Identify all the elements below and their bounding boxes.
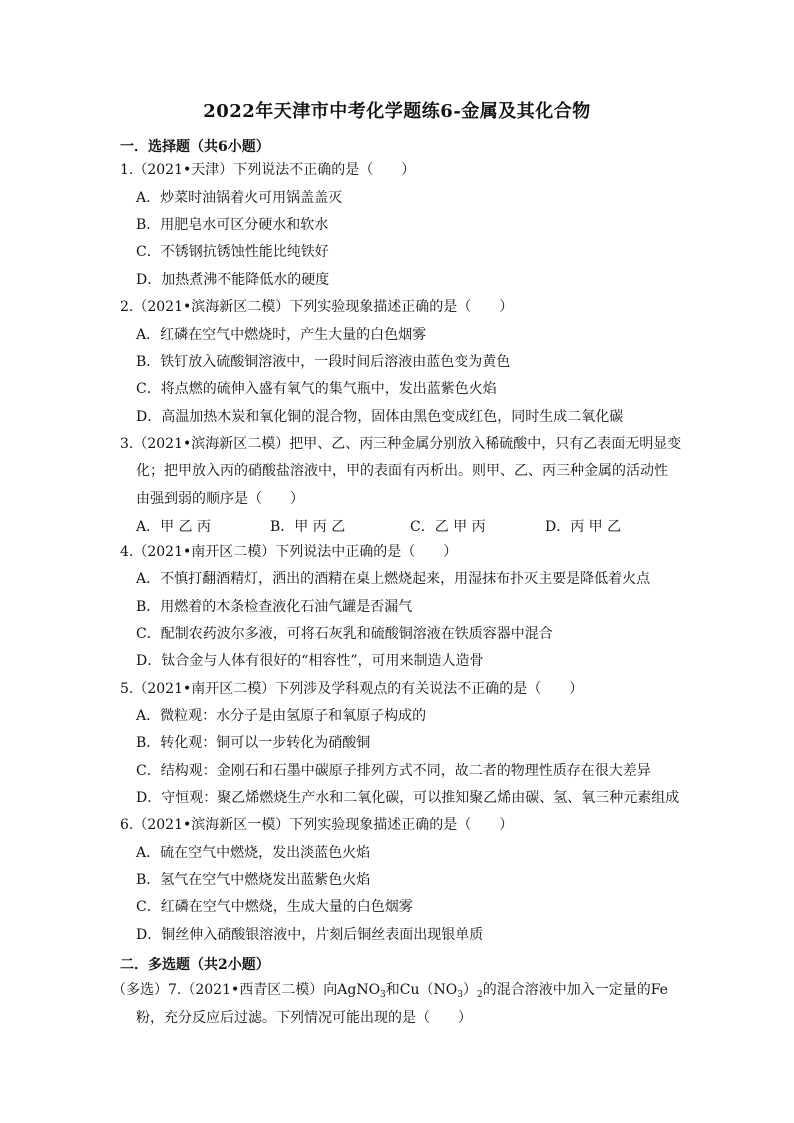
- question-4-option-b: B．用燃着的木条检查液化石油气罐是否漏气: [136, 599, 413, 615]
- question-3-option-c: C．乙 甲 丙: [410, 519, 486, 535]
- question-7-stem-line-1: [112, 982, 668, 1003]
- question-4-stem: 4.（2021•南开区二模）下列说法中正确的是（ ）: [120, 544, 458, 560]
- question-2-stem: 2.（2021•滨海新区二模）下列实验现象描述正确的是（ ）: [120, 299, 514, 315]
- question-5-option-d: D．守恒观：聚乙烯燃烧生产水和二氧化碳，可以推知聚乙烯由碳、氢、氧三种元素组成: [136, 790, 680, 806]
- question-3-stem-line-2: 化；把甲放入丙的硝酸盐溶液中，甲的表面有丙析出。则甲、乙、丙三种金属的活动性: [136, 463, 668, 479]
- question-6-option-a: A．硫在空气中燃烧，发出淡蓝色火焰: [136, 845, 371, 861]
- question-3-option-a: A．甲 乙 丙: [136, 519, 212, 535]
- question-4-option-c: C．配制农药波尔多液，可将石灰乳和硫酸铜溶液在铁质容器中混合: [136, 626, 553, 642]
- question-6-option-b: B．氢气在空气中燃烧发出蓝紫色火焰: [136, 872, 371, 888]
- question-3-stem-line-1: 3.（2021•滨海新区二模）把甲、乙、丙三种金属分别放入稀硫酸中，只有乙表面无明显变: [120, 436, 682, 452]
- question-6-option-d: D．铜丝伸入硝酸银溶液中，片刻后铜丝表面出现银单质: [136, 927, 484, 943]
- question-1-option-a: A．炒菜时油锅着火可用锅盖盖灭: [136, 190, 343, 206]
- question-6-option-c: C．红磷在空气中燃烧，生成大量的白色烟雾: [136, 899, 413, 915]
- question-7-suffix: 的混合溶液中加入一定量的Fe: [482, 982, 668, 998]
- question-1-option-d: D．加热煮沸不能降低水的硬度: [136, 272, 330, 288]
- question-2-option-d: D．高温加热木炭和氧化铜的混合物，固体由黑色变成红色，同时生成二氧化碳: [136, 409, 624, 425]
- question-5-stem: 5.（2021•南开区二模）下列涉及学科观点的有关说法不正确的是（ ）: [120, 681, 584, 697]
- question-5-option-a: A．微粒观：水分子是由氢原子和氧原子构成的: [136, 708, 427, 724]
- question-6-stem: 6.（2021•滨海新区一模）下列实验现象描述正确的是（ ）: [120, 817, 514, 833]
- question-7-stem-line-2: 粉，充分反应后过滤。下列情况可能出现的是（ ）: [136, 1010, 472, 1026]
- question-1-option-c: C．不锈钢抗锈蚀性能比纯铁好: [136, 244, 329, 260]
- section-heading-multiple-choice: 二．多选题（共2小题）: [120, 957, 270, 973]
- question-2-option-a: A．红磷在空气中燃烧时，产生大量的白色烟雾: [136, 327, 427, 343]
- question-5-option-c: C．结构观：金刚石和石墨中碳原子排列方式不同，故二者的物理性质存在很大差异: [136, 763, 651, 779]
- question-3-stem-line-3: 由强到弱的顺序是（ ）: [136, 491, 304, 507]
- question-7-prefix: （多选）7.（2021•西青区二模）向AgNO: [112, 982, 381, 998]
- question-3-option-d: D．丙 甲 乙: [545, 519, 622, 535]
- question-7-subscript-3: 2: [476, 990, 483, 1000]
- question-2-option-c: C．将点燃的硫伸入盛有氧气的集气瓶中，发出蓝紫色火焰: [136, 381, 497, 397]
- question-7-subscript-2: 3: [457, 990, 463, 1000]
- question-7-mid: 和Cu（NO: [385, 982, 458, 998]
- question-5-option-b: B．转化观：铜可以一步转化为硝酸铜: [136, 735, 371, 751]
- question-7-subscript-1: 3: [380, 990, 386, 1000]
- section-heading-single-choice: 一．选择题（共6小题）: [120, 139, 270, 155]
- question-4-option-a: A．不慎打翻酒精灯，洒出的酒精在桌上燃烧起来，用湿抹布扑灭主要是降低着火点: [136, 571, 651, 587]
- document-title: 2022年天津市中考化学题练6-金属及其化合物: [203, 101, 591, 122]
- question-1-stem: 1.（2021•天津）下列说法不正确的是（ ）: [120, 162, 416, 178]
- question-4-option-d: D．钛合金与人体有很好的“相容性”，可用来制造人造骨: [136, 653, 484, 669]
- question-1-option-b: B．用肥皂水可区分硬水和软水: [136, 217, 329, 233]
- question-2-option-b: B．铁钉放入硫酸铜溶液中，一段时间后溶液由蓝色变为黄色: [136, 354, 511, 370]
- question-3-option-b: B．甲 丙 乙: [270, 519, 346, 535]
- question-7-close: ）: [462, 982, 477, 998]
